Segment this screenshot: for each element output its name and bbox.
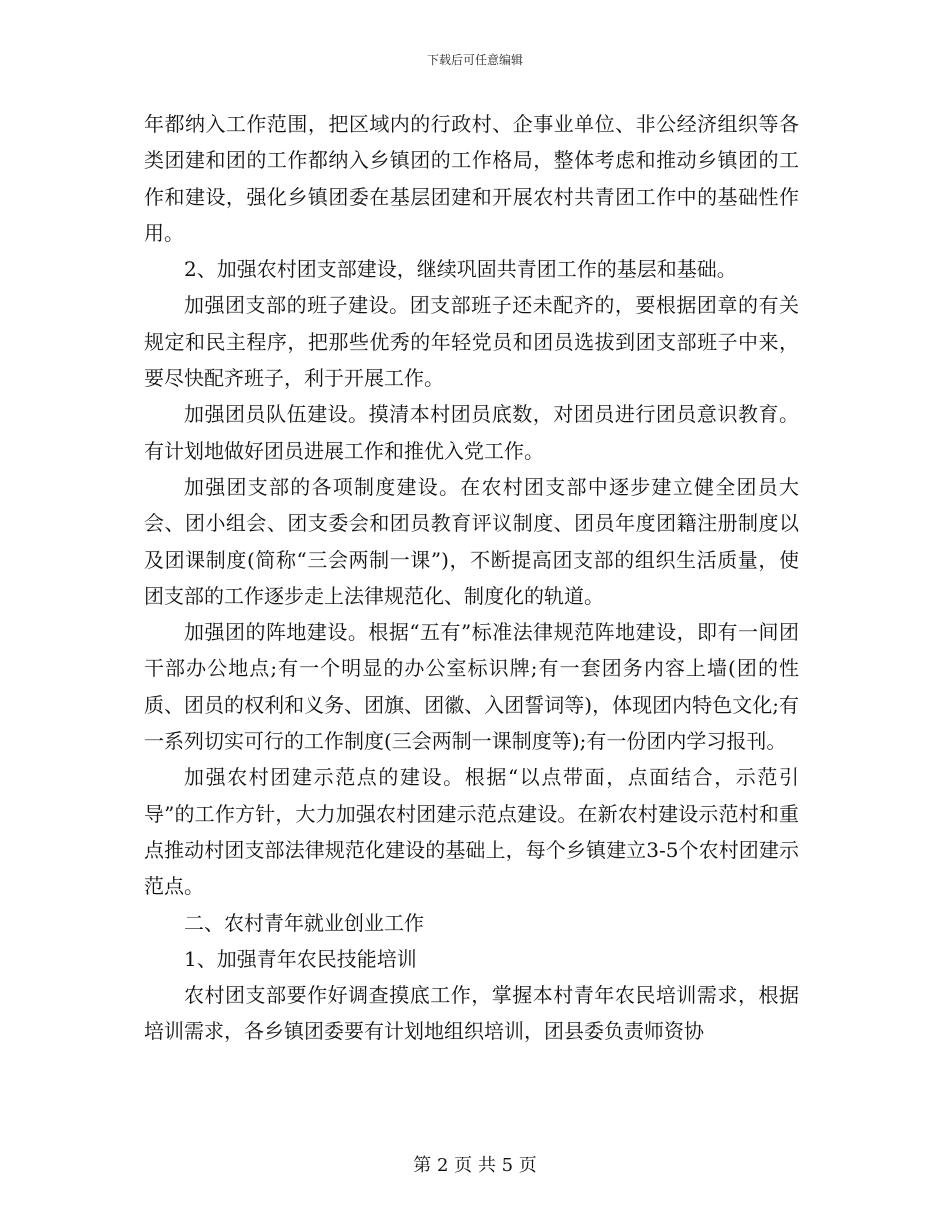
section-heading: 二、农村青年就业创业工作	[184, 910, 424, 935]
paragraph: 2、加强农村团支部建设，继续巩固共青团工作的基层和基础。	[184, 257, 737, 282]
document-body	[144, 106, 799, 1050]
subsection-heading: 1、加强青年农民技能培训	[184, 946, 417, 971]
page-header-note: 下载后可任意编辑	[426, 53, 523, 67]
paragraph: 加强团支部的班子建设。团支部班子还未配齐的，要根据团章的有关规定和民主程序，把那些优秀的年轻党员和团员选拔到团支部班子中来，要尽快配齐班子，利于开展工作。	[144, 293, 799, 391]
paragraph: 加强团员队伍建设。摸清本村团员底数，对团员进行团员意识教育。有计划地做好团员进展工作和推优入党工作。	[144, 402, 799, 463]
paragraph: 年都纳入工作范围，把区域内的行政村、企事业单位、非公经济组织等各类团建和团的工作都纳入乡镇团的工作格局，整体考虑和推动乡镇团的工作和建设，强化乡镇团委在基层团建和开展农村共青团工作中的基础性作用。	[144, 112, 799, 245]
paragraph: 加强农村团建示范点的建设。根据“以点带面，点面结合，示范引导”的工作方针，大力加强农村团建示范点建设。在新农村建设示范村和重点推动村团支部法律规范化建设的基础上，每个乡镇建立3-5个农村团建示范点。	[144, 765, 799, 899]
page-number: 第 2 页 共 5 页	[413, 1155, 537, 1176]
paragraph: 加强团的阵地建设。根据“五有”标准法律规范阵地建设，即有一间团干部办公地点;有一个明显的办公室标识牌;有一套团务内容上墙(团的性质、团员的权利和义务、团旗、团徽、入团誓词等)，体现团内特色文化;有一系列切实可行的工作制度(三会两制一课制度等);有一份团内学习报刊。	[144, 620, 799, 754]
paragraph: 农村团支部要作好调查摸底工作，掌握本村青年农民培训需求，根据培训需求，各乡镇团委要有计划地组织培训，团县委负责师资协	[144, 983, 799, 1044]
paragraph: 加强团支部的各项制度建设。在农村团支部中逐步建立健全团员大会、团小组会、团支委会和团员教育评议制度、团员年度团籍注册制度以及团课制度(简称“三会两制一课”)，不断提高团支部的组织生活质量，使团支部的工作逐步走上法律规范化、制度化的轨道。	[144, 474, 799, 608]
